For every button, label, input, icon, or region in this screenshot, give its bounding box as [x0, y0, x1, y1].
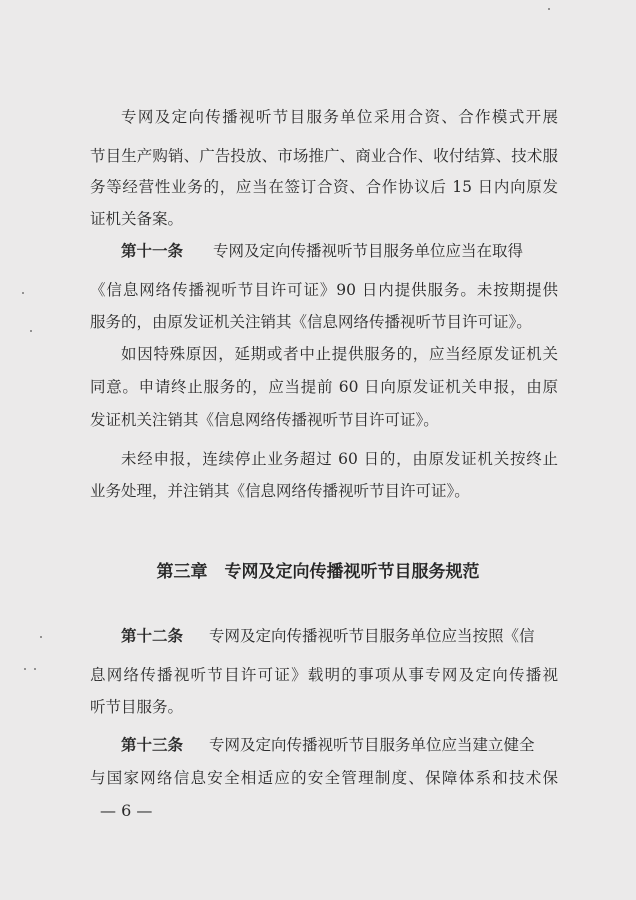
text-line: 听节目服务。 — [90, 698, 184, 716]
text-line: 与国家网络信息安全相适应的安全管理制度、保障体系和技术保 — [90, 769, 558, 787]
speck-mark — [30, 330, 32, 332]
article-11-line — [121, 240, 558, 262]
article-11-title: 第十一条 — [121, 241, 184, 260]
text-line: 发证机关注销其《信息网络传播视听节目许可证》。 — [90, 411, 439, 429]
speck-mark — [34, 668, 36, 670]
article-11-text: 专网及定向传播视听节目服务单位应当在取得 — [213, 242, 524, 260]
text-line: 节目生产购销、广告投放、市场推广、商业合作、收付结算、技术服 — [90, 147, 558, 165]
text-line: 务等经营性业务的，应当在签订合资、合作协议后 15 日内向原发 — [90, 178, 558, 196]
text-line: 业务处理，并注销其《信息网络传播视听节目许可证》。 — [90, 482, 470, 500]
speck-mark — [548, 8, 550, 10]
text-line: 证机关备案。 — [90, 210, 184, 228]
chapter-heading: 第三章 专网及定向传播视听节目服务规范 — [156, 562, 480, 582]
article-12-title: 第十二条 — [121, 626, 184, 645]
page-number: — 6 — — [100, 801, 153, 820]
article-12-text: 专网及定向传播视听节目服务单位应当按照《信 — [209, 627, 535, 645]
article-13-text: 专网及定向传播视听节目服务单位应当建立健全 — [209, 736, 535, 754]
speck-mark — [24, 668, 26, 670]
text-line: 同意。申请终止服务的，应当提前 60 日向原发证机关申报，由原 — [90, 378, 558, 396]
article-13-line — [121, 734, 558, 756]
text-line: 如因特殊原因，延期或者中止提供服务的，应当经原发证机关 — [121, 345, 558, 363]
text-line: 未经申报，连续停止业务超过 60 日的，由原发证机关按终止 — [121, 450, 558, 468]
speck-mark — [40, 636, 42, 638]
text-line: 服务的，由原发证机关注销其《信息网络传播视听节目许可证》。 — [90, 313, 532, 331]
text-line: 专网及定向传播视听节目服务单位采用合资、合作模式开展 — [121, 108, 558, 126]
speck-mark — [22, 292, 24, 294]
article-12-line — [121, 625, 558, 647]
text-line: 息网络传播视听节目许可证》载明的事项从事专网及定向传播视 — [90, 666, 558, 684]
article-13-title: 第十三条 — [121, 735, 184, 754]
text-line: 《信息网络传播视听节目许可证》90 日内提供服务。未按期提供 — [90, 281, 558, 299]
